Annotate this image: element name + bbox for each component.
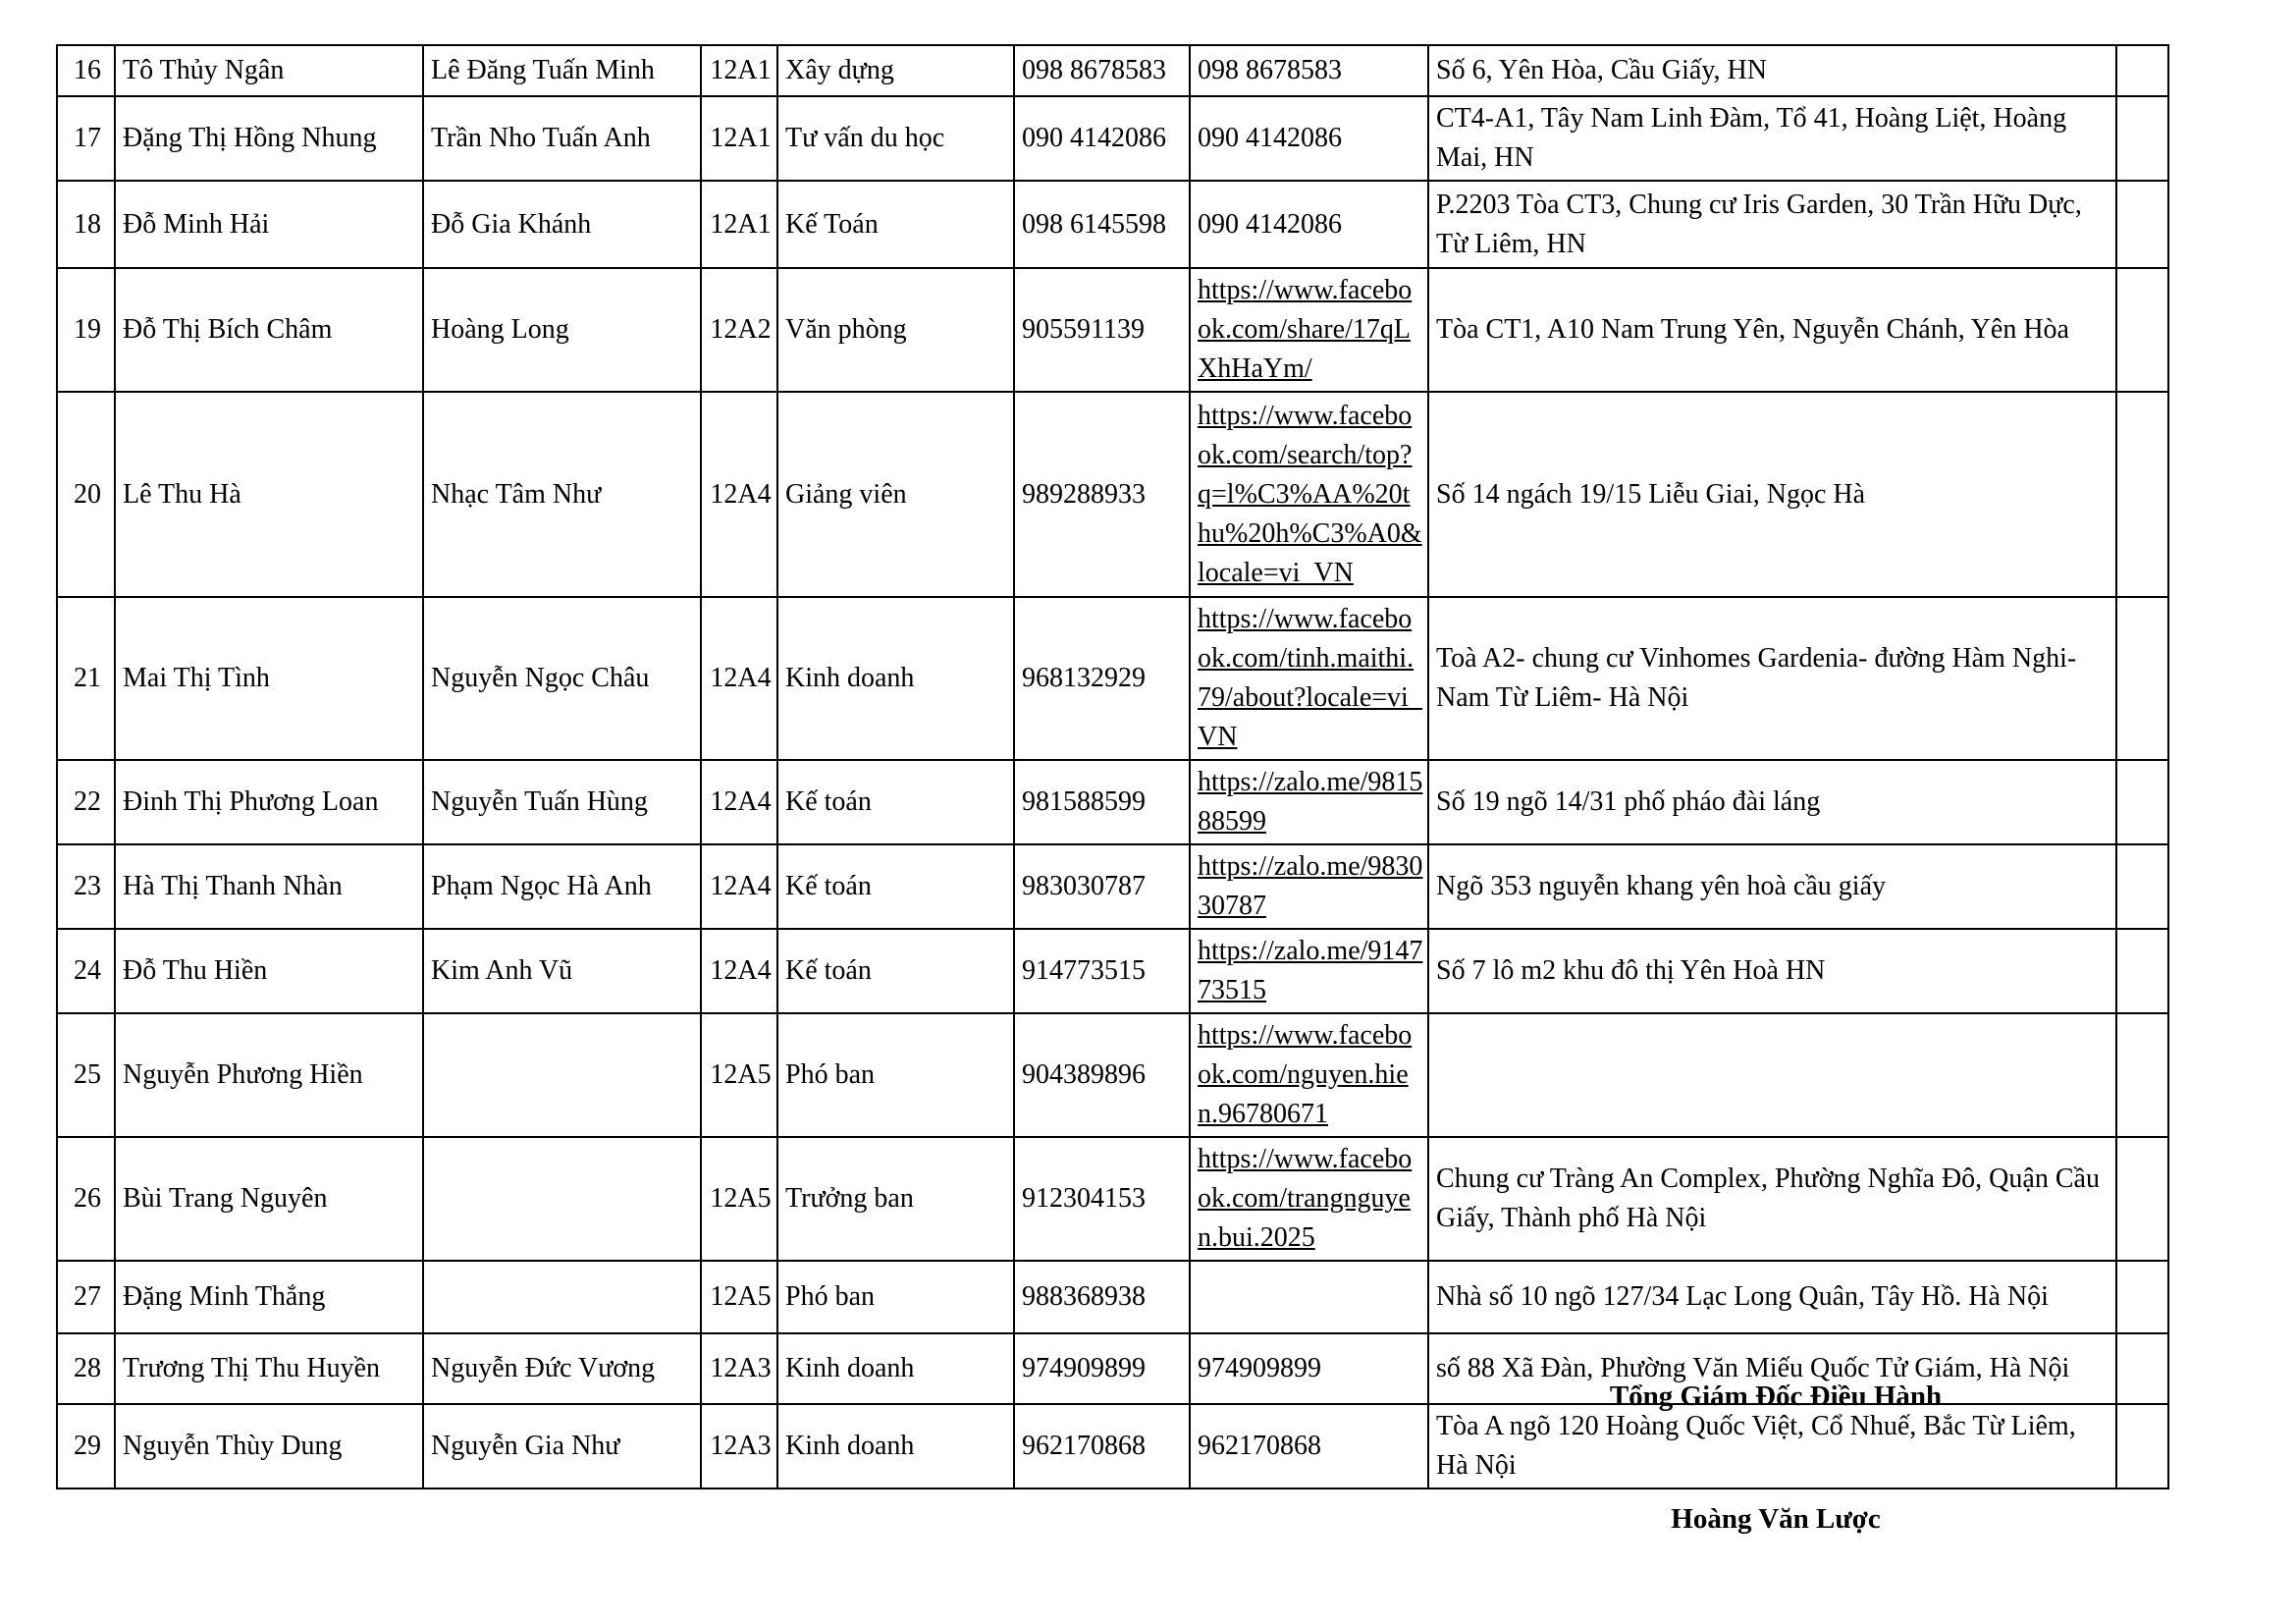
cell-address: Số 7 lô m2 khu đô thị Yên Hoà HN xyxy=(1428,929,2116,1013)
contact-phone: 098 8678583 xyxy=(1198,55,1342,85)
cell-job: Kế toán xyxy=(777,760,1014,844)
cell-contact xyxy=(1190,1137,1428,1261)
signature-title: Tổng Giám Đốc Điều Hành xyxy=(1609,1380,1943,1412)
cell-row-number: 26 xyxy=(57,1137,115,1261)
cell-address: Chung cư Tràng An Complex, Phường Nghĩa Đô, Quận Cầu Giấy, Thành phố Hà Nội xyxy=(1428,1137,2116,1261)
cell-contact xyxy=(1190,1013,1428,1137)
cell-address: Số 14 ngách 19/15 Liễu Giai, Ngọc Hà xyxy=(1428,392,2116,597)
cell-class: 12A5 xyxy=(701,1261,777,1333)
cell-contact xyxy=(1190,844,1428,929)
table-row xyxy=(57,268,2168,392)
cell-phone: 912304153 xyxy=(1014,1137,1190,1261)
cell-job: Kinh doanh xyxy=(777,597,1014,760)
cell-class: 12A4 xyxy=(701,760,777,844)
cell-contact xyxy=(1190,1404,1428,1489)
cell-class: 12A3 xyxy=(701,1404,777,1489)
cell-relative-name: Nguyễn Gia Như xyxy=(423,1404,701,1489)
cell-empty xyxy=(2116,96,2168,181)
cell-row-number: 25 xyxy=(57,1013,115,1137)
cell-job: Tư vấn du học xyxy=(777,96,1014,181)
cell-phone: 098 6145598 xyxy=(1014,181,1190,268)
cell-empty xyxy=(2116,844,2168,929)
cell-name: Đỗ Thu Hiền xyxy=(115,929,423,1013)
cell-name: Đinh Thị Phương Loan xyxy=(115,760,423,844)
table-row xyxy=(57,45,2168,96)
cell-name: Đặng Thị Hồng Nhung xyxy=(115,96,423,181)
cell-class: 12A5 xyxy=(701,1013,777,1137)
cell-address: số 88 Xã Đàn, Phường Văn Miếu Quốc Tử Giám, Hà Nội xyxy=(1428,1333,2116,1404)
table-row xyxy=(57,844,2168,929)
cell-row-number: 23 xyxy=(57,844,115,929)
cell-class: 12A1 xyxy=(701,181,777,268)
cell-empty xyxy=(2116,929,2168,1013)
zalo-link[interactable]: https://zalo.me/914773515 xyxy=(1198,936,1423,1005)
cell-address: CT4-A1, Tây Nam Linh Đàm, Tổ 41, Hoàng Liệt, Hoàng Mai, HN xyxy=(1428,96,2116,181)
cell-row-number: 16 xyxy=(57,45,115,96)
facebook-link[interactable]: https://www.facebook.com/tinh.maithi.79/about?locale=vi_VN xyxy=(1198,604,1422,752)
cell-relative-name: Nguyễn Tuấn Hùng xyxy=(423,760,701,844)
cell-name: Nguyễn Phương Hiền xyxy=(115,1013,423,1137)
cell-row-number: 24 xyxy=(57,929,115,1013)
cell-class: 12A4 xyxy=(701,392,777,597)
cell-phone: 904389896 xyxy=(1014,1013,1190,1137)
cell-job: Giảng viên xyxy=(777,392,1014,597)
contact-phone: 090 4142086 xyxy=(1198,208,1342,240)
cell-address: Số 19 ngõ 14/31 phố pháo đài láng xyxy=(1428,760,2116,844)
alumni-contact-table xyxy=(56,44,2169,1489)
cell-row-number: 29 xyxy=(57,1404,115,1489)
cell-class: 12A4 xyxy=(701,929,777,1013)
table-row xyxy=(57,181,2168,268)
table-row xyxy=(57,1261,2168,1333)
cell-class: 12A1 xyxy=(701,45,777,96)
cell-contact xyxy=(1190,1261,1428,1333)
cell-name: Hà Thị Thanh Nhàn xyxy=(115,844,423,929)
contact-phone: 090 4142086 xyxy=(1198,123,1342,153)
cell-address: P.2203 Tòa CT3, Chung cư Iris Garden, 30 Trần Hữu Dực, Từ Liêm, HN xyxy=(1428,181,2116,268)
cell-address: Tòa A ngõ 120 Hoàng Quốc Việt, Cổ Nhuế, Bắc Từ Liêm, Hà Nội xyxy=(1428,1404,2116,1489)
contact-phone: 962170868 xyxy=(1198,1431,1321,1461)
cell-class: 12A1 xyxy=(701,96,777,181)
cell-relative-name: Lê Đăng Tuấn Minh xyxy=(423,45,701,96)
cell-class: 12A4 xyxy=(701,597,777,760)
table-row xyxy=(57,392,2168,597)
cell-class: 12A5 xyxy=(701,1137,777,1261)
table-row xyxy=(57,597,2168,760)
facebook-link[interactable]: https://www.facebook.com/nguyen.hien.96780671 xyxy=(1198,1020,1413,1129)
cell-contact xyxy=(1190,597,1428,760)
cell-job: Xây dựng xyxy=(777,45,1014,96)
cell-empty xyxy=(2116,1404,2168,1489)
cell-job: Văn phòng xyxy=(777,268,1014,392)
cell-contact xyxy=(1190,760,1428,844)
cell-name: Bùi Trang Nguyên xyxy=(115,1137,423,1261)
cell-phone: 968132929 xyxy=(1014,597,1190,760)
table-row xyxy=(57,760,2168,844)
cell-row-number: 27 xyxy=(57,1261,115,1333)
cell-relative-name: Hoàng Long xyxy=(423,268,701,392)
cell-job: Kế toán xyxy=(777,929,1014,1013)
cell-address: Ngõ 353 nguyễn khang yên hoà cầu giấy xyxy=(1428,844,2116,929)
cell-class: 12A2 xyxy=(701,268,777,392)
cell-name: Đặng Minh Thắng xyxy=(115,1261,423,1333)
cell-job: Phó ban xyxy=(777,1261,1014,1333)
cell-name: Trương Thị Thu Huyền xyxy=(115,1333,423,1404)
cell-address: Nhà số 10 ngõ 127/34 Lạc Long Quân, Tây Hồ. Hà Nội xyxy=(1428,1261,2116,1333)
cell-empty xyxy=(2116,45,2168,96)
cell-job: Kế toán xyxy=(777,844,1014,929)
cell-contact xyxy=(1190,929,1428,1013)
cell-name: Nguyễn Thùy Dung xyxy=(115,1404,423,1489)
cell-job: Trưởng ban xyxy=(777,1137,1014,1261)
cell-empty xyxy=(2116,597,2168,760)
table-row xyxy=(57,1137,2168,1261)
cell-phone: 983030787 xyxy=(1014,844,1190,929)
cell-job: Phó ban xyxy=(777,1013,1014,1137)
cell-name: Đỗ Thị Bích Châm xyxy=(115,268,423,392)
table-row xyxy=(57,1404,2168,1489)
table-row xyxy=(57,96,2168,181)
cell-row-number: 28 xyxy=(57,1333,115,1404)
facebook-link[interactable]: https://www.facebook.com/trangnguyen.bui.2025 xyxy=(1198,1144,1413,1253)
cell-class: 12A4 xyxy=(701,844,777,929)
cell-job: Kinh doanh xyxy=(777,1333,1014,1404)
cell-relative-name: Đỗ Gia Khánh xyxy=(423,181,701,268)
cell-phone: 981588599 xyxy=(1014,760,1190,844)
cell-empty xyxy=(2116,760,2168,844)
cell-phone: 905591139 xyxy=(1014,268,1190,392)
cell-address: Số 6, Yên Hòa, Cầu Giấy, HN xyxy=(1428,45,2116,96)
cell-relative-name xyxy=(423,1013,701,1137)
cell-address xyxy=(1428,1013,2116,1137)
table-row xyxy=(57,929,2168,1013)
cell-phone: 989288933 xyxy=(1014,392,1190,597)
cell-contact xyxy=(1190,268,1428,392)
cell-row-number: 17 xyxy=(57,96,115,181)
cell-relative-name: Nhạc Tâm Như xyxy=(423,392,701,597)
cell-row-number: 22 xyxy=(57,760,115,844)
cell-relative-name: Phạm Ngọc Hà Anh xyxy=(423,844,701,929)
cell-relative-name: Trần Nho Tuấn Anh xyxy=(423,96,701,181)
facebook-link[interactable]: https://www.facebook.com/search/top?q=l%C3%AA%20thu%20h%C3%A0&locale=vi_VN xyxy=(1198,400,1422,588)
cell-name: Mai Thị Tình xyxy=(115,597,423,760)
cell-contact xyxy=(1190,181,1428,268)
cell-contact xyxy=(1190,96,1428,181)
cell-relative-name: Nguyễn Đức Vương xyxy=(423,1333,701,1404)
cell-phone: 988368938 xyxy=(1014,1261,1190,1333)
contact-phone: 974909899 xyxy=(1198,1353,1321,1383)
cell-phone: 974909899 xyxy=(1014,1333,1190,1404)
cell-address: Tòa CT1, A10 Nam Trung Yên, Nguyễn Chánh, Yên Hòa xyxy=(1428,268,2116,392)
cell-name: Đỗ Minh Hải xyxy=(115,181,423,268)
cell-class: 12A3 xyxy=(701,1333,777,1404)
zalo-link[interactable]: https://zalo.me/983030787 xyxy=(1198,851,1423,921)
cell-relative-name: Kim Anh Vũ xyxy=(423,929,701,1013)
cell-row-number: 20 xyxy=(57,392,115,597)
cell-row-number: 18 xyxy=(57,181,115,268)
cell-contact xyxy=(1190,45,1428,96)
cell-contact xyxy=(1190,392,1428,597)
cell-job: Kế Toán xyxy=(777,181,1014,268)
cell-phone: 090 4142086 xyxy=(1014,96,1190,181)
cell-name: Tô Thủy Ngân xyxy=(115,45,423,96)
cell-row-number: 19 xyxy=(57,268,115,392)
cell-phone: 962170868 xyxy=(1014,1404,1190,1489)
signature-name: Hoàng Văn Lược xyxy=(1671,1503,1881,1535)
cell-empty xyxy=(2116,268,2168,392)
cell-job: Kinh doanh xyxy=(777,1404,1014,1489)
cell-empty xyxy=(2116,1261,2168,1333)
cell-relative-name xyxy=(423,1137,701,1261)
cell-name: Lê Thu Hà xyxy=(115,392,423,597)
cell-empty xyxy=(2116,1013,2168,1137)
cell-relative-name: Nguyễn Ngọc Châu xyxy=(423,597,701,760)
cell-empty xyxy=(2116,1137,2168,1261)
cell-phone: 098 8678583 xyxy=(1014,45,1190,96)
facebook-link[interactable]: https://www.facebook.com/share/17qLXhHaYm/ xyxy=(1198,275,1413,384)
table-row xyxy=(57,1013,2168,1137)
cell-empty xyxy=(2116,181,2168,268)
cell-address: Toà A2- chung cư Vinhomes Gardenia- đường Hàm Nghi- Nam Từ Liêm- Hà Nội xyxy=(1428,597,2116,760)
cell-relative-name xyxy=(423,1261,701,1333)
zalo-link[interactable]: https://zalo.me/981588599 xyxy=(1198,767,1423,837)
cell-row-number: 21 xyxy=(57,597,115,760)
cell-empty xyxy=(2116,392,2168,597)
cell-phone: 914773515 xyxy=(1014,929,1190,1013)
